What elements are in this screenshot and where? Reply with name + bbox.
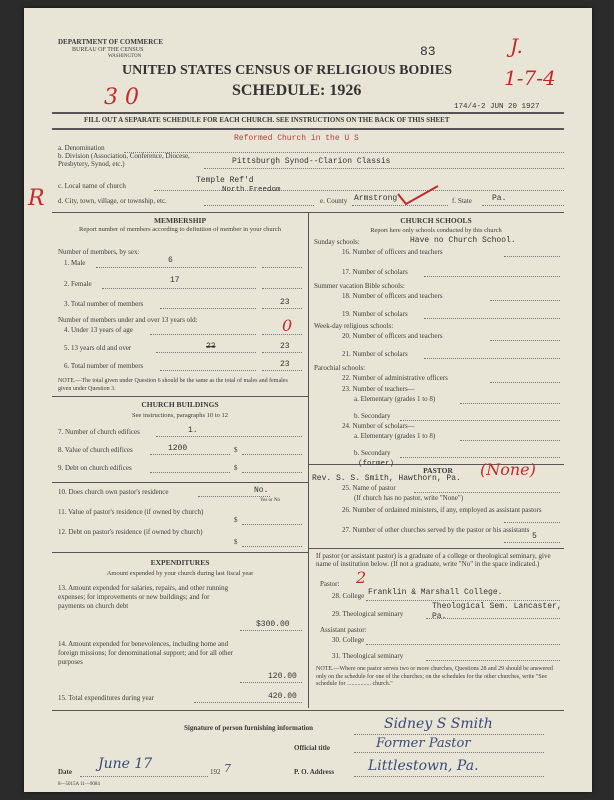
red-mark-r: R (28, 186, 45, 211)
census-schedule-page (24, 8, 592, 792)
q8-value[interactable]: 1200 (168, 444, 188, 453)
q2-label: 2. Female (64, 280, 92, 288)
q13-value[interactable]: $300.00 (256, 620, 290, 629)
schools-heading: CHURCH SCHOOLS (400, 216, 472, 225)
pastor-name-value[interactable]: Rev. S. S. Smith, Hawthorn, Pa. (312, 474, 461, 483)
q15-value[interactable]: 420.00 (268, 692, 297, 701)
denomination-value[interactable]: Reformed Church in the U S (234, 134, 359, 143)
q22-label: 22. Number of administrative officers (342, 374, 448, 382)
expenditures-instruction: Amount expended by your church during last fiscal year (106, 570, 254, 577)
county-value[interactable]: Armstrong (354, 194, 398, 203)
q15-label: 15. Total expenditures during year (58, 694, 154, 702)
membership-heading: MEMBERSHIP (153, 216, 207, 225)
form-number: 83 (420, 44, 436, 59)
q11-label: 11. Value of pastor's residence (if owned by church) (58, 508, 204, 516)
q21-label: 21. Number of scholars (342, 350, 408, 358)
q6-value[interactable]: 23 (280, 360, 290, 369)
q28-value[interactable]: Franklin & Marshall College. (368, 588, 503, 597)
q9-label: 9. Debt on church edifices (58, 464, 132, 472)
date-value[interactable]: June 17 (98, 756, 153, 772)
q4-label: 4. Under 13 years of age (64, 326, 133, 334)
signature-value[interactable]: Sidney S Smith (384, 716, 493, 732)
q6-label: 6. Total number of members (64, 362, 144, 370)
q25-label: 25. Name of pastor (342, 484, 396, 492)
q19-label: 19. Number of scholars (342, 310, 408, 318)
q9-dollar: $ (234, 464, 238, 472)
q4-value[interactable]: 0 (282, 316, 293, 335)
county-label: e. County (320, 197, 348, 205)
q7-label: 7. Number of church edifices (58, 428, 140, 436)
sunday-value[interactable]: Have no Church School. (410, 236, 516, 245)
q23a-label: a. Elementary (grades 1 to 8) (354, 395, 436, 403)
q14-label: 14. Amount expended for benevolences, including home and foreign missions; for denominational support; and for all other purposes (58, 640, 233, 666)
form-title: UNITED STATES CENSUS OF RELIGIOUS BODIES (122, 63, 453, 78)
red-check-icon (396, 184, 440, 206)
weekday-label: Week-day religious schools: (314, 322, 394, 330)
q27-value[interactable]: 5 (532, 532, 537, 541)
q18-label: 18. Number of officers and teachers (342, 292, 443, 300)
q29-label: 29. Theological seminary (332, 610, 404, 618)
q17-label: 17. Number of scholars (342, 268, 408, 276)
q30-label: 30. College (332, 636, 365, 644)
schedule-title: SCHEDULE: 1926 (232, 82, 362, 99)
q24-label: 24. Number of scholars— (342, 422, 415, 430)
q16-label: 16. Number of officers and teachers (342, 248, 443, 256)
pastor-note: NOTE.—Where one pastor serves two or more churches, Questions 28 and 29 should be answered only on the schedule for one of the churches; on the schedules for the other churches, write "See schedule for ................ church." (316, 666, 553, 687)
date-year-prefix: 192 (210, 768, 221, 776)
q28-label: 28. College (332, 592, 365, 600)
q12-label: 12. Debt on pastor's residence (if owned by church) (58, 528, 203, 536)
official-title-label: Official title (294, 744, 330, 752)
q25-hint: (If church has no pastor, write "None") (354, 494, 464, 502)
q3-value[interactable]: 23 (280, 298, 290, 307)
pastor-red-mark: 2 (356, 568, 367, 587)
q10-label: 10. Does church own pastor's residence (58, 488, 169, 496)
q1-label: 1. Male (64, 259, 86, 267)
po-address-value[interactable]: Littlestown, Pa. (368, 758, 479, 774)
local-name-label: c. Local name of church (58, 182, 126, 190)
q13-label: 13. Amount expended for salaries, repairs, and other running expenses; for improvements or new buildings; and for payments on church debt (58, 584, 229, 610)
assistant-label: Assistant pastor: (320, 626, 367, 634)
summer-label: Summer vacation Bible schools: (314, 282, 405, 290)
signature-label: Signature of person furnishing information (184, 724, 313, 732)
q24b-label: b. Secondary (354, 449, 391, 457)
buildings-instruction: See instructions, paragraphs 10 to 12 (131, 412, 229, 419)
q7-value[interactable]: 1. (188, 426, 198, 435)
q26-label: 26. Number of ordained ministers, if any, employed as assistant pastors (342, 506, 542, 514)
instruction-line: FILL OUT A SEPARATE SCHEDULE FOR EACH CHURCH. SEE INSTRUCTIONS ON THE BACK OF THIS SHEET (84, 116, 450, 124)
q5-struck-value: 23 (206, 342, 216, 351)
pastor-heading: PASTOR (423, 466, 453, 475)
red-mark-30: 3 0 (104, 85, 139, 110)
q5-value[interactable]: 23 (280, 342, 290, 351)
q2-value[interactable]: 17 (170, 276, 180, 285)
q11-dollar: $ (234, 516, 238, 524)
sunday-label: Sunday schools: (314, 238, 360, 246)
denomination-label: a. Denomination (58, 144, 105, 152)
graduate-note: If pastor (or assistant pastor) is a graduate of a college or theological seminary, give name of institution below. (If not a graduate, write "No" in the space indicated.) (316, 552, 551, 568)
q1-value[interactable]: 6 (168, 256, 173, 265)
by-sex-label: Number of members, by sex: (58, 248, 140, 256)
q31-label: 31. Theological seminary (332, 652, 404, 660)
date-year-value[interactable]: 7 (224, 762, 231, 775)
q24a-label: a. Elementary (grades 1 to 8) (354, 432, 436, 440)
expenditures-heading: EXPENDITURES (150, 558, 210, 567)
former-mark: (former) (358, 460, 395, 468)
q5-label: 5. 13 years old and over (64, 344, 132, 352)
q14-value[interactable]: 120.00 (268, 672, 297, 681)
red-mark-j: J. (510, 34, 523, 58)
membership-note: NOTE.—The total given under Question 6 should be the same as the total of males and females given under Question 3. (58, 378, 288, 392)
po-address-label: P. O. Address (294, 768, 335, 776)
q8-dollar: $ (234, 446, 238, 454)
q27-label: 27. Number of other churches served by the pastor or his assistants (342, 526, 530, 534)
local-name-value[interactable]: Temple Ref'd (196, 176, 254, 185)
city-label: d. City, town, village, or township, etc. (58, 197, 167, 205)
city-value[interactable]: North Freedom (222, 186, 281, 194)
bureau-label: BUREAU OF THE CENSUS (72, 47, 144, 53)
received-stamp: 174/4-2 JUN 20 1927 (454, 103, 540, 111)
none-mark: (None) (480, 460, 536, 479)
q10-hint: Yes or No (260, 498, 281, 503)
q8-label: 8. Value of church edifices (58, 446, 133, 454)
date-label: Date (58, 768, 72, 776)
parochial-label: Parochial schools: (314, 364, 366, 372)
print-code: 8—5015A 11—9084 (58, 782, 100, 787)
department-label: DEPARTMENT OF COMMERCE (58, 38, 164, 46)
official-title-value[interactable]: Former Pastor (376, 736, 471, 751)
division-label: b. Division (Association, Conference, Diocese, Presbytery, Synod, etc.) (58, 152, 190, 168)
q20-label: 20. Number of officers and teachers (342, 332, 443, 340)
q23-label: 23. Number of teachers— (342, 385, 415, 393)
age-label: Number of members under and over 13 years old: (58, 316, 198, 324)
pastor-sub-label: Pastor: (320, 580, 340, 588)
state-value[interactable]: Pa. (492, 194, 507, 203)
division-value[interactable]: Pittsburgh Synod--Clarion Classis (232, 157, 391, 166)
buildings-heading: CHURCH BUILDINGS (141, 400, 219, 409)
red-mark-174: 1-7-4 (504, 66, 556, 90)
schools-instruction: Report here only schools conducted by this church (370, 227, 502, 234)
membership-instruction: Report number of members according to definition of member in your church (79, 226, 281, 233)
state-label: f. State (452, 197, 472, 205)
q10-value[interactable]: No. (254, 486, 269, 495)
q3-label: 3. Total number of members (64, 300, 144, 308)
city-label: WASHINGTON (108, 54, 142, 59)
q12-dollar: $ (234, 538, 238, 546)
q23b-label: b. Secondary (354, 412, 391, 420)
q29-value[interactable]: Theological Sem. Lancaster, Pa. (432, 602, 562, 621)
